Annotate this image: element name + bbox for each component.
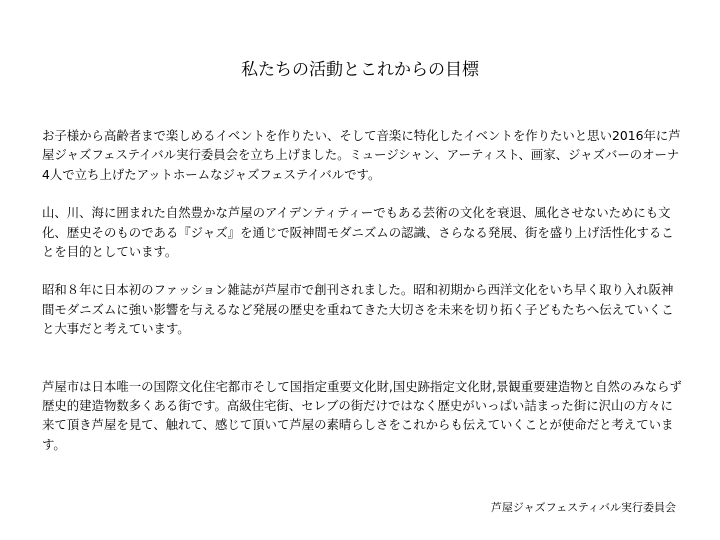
slide-title: 私たちの活動とこれからの目標 (241, 60, 479, 80)
paragraph-culture-purpose: 山、川、海に囲まれた自然豊かな芦屋のアイデンティティーでもある芸術の文化を衰退、風化させないためにも文化、歴史そのものである『ジャズ』を通じで阪神間モダニズムの認識、さらなる発展、街を盛り上げ活性化することを目的としています。 (42, 205, 674, 260)
paragraph-event-origin: お子様から高齢者まで楽しめるイベントを作りたい、そして音楽に特化したイベントを作りたいと思い2016年に芦屋ジャズフェステイバル実行委員会を立ち上げました。ミュージシャン、アーティスト、画家、ジャズバーのオーナ4人で立ち上げたアットホームなジャズフェステイバルです。 (42, 128, 681, 182)
organizer-footer: 芦屋ジャズフェスティバル実行委員会 (490, 501, 676, 514)
paragraph-ashiya-city: 芦屋市は日本唯一の国際文化住宅都市そして国指定重要文化財,国史跡指定文化財,景観重要建造物と自然のみならず歴史的建造物数多くある街です。高級住宅街、セレブの街だけではなく歴史がいっぱい詰まった街に沢山の方々に来て頂き芦屋を見て、触れて、感じて頂いて芦屋の素晴らしさをこれからも伝えていくことが使命だと考えています。 (42, 378, 682, 452)
slide-body (42, 126, 682, 454)
paragraph-fashion-history: 昭和８年に日本初のファッション雑誌が芦屋市で創刊されました。昭和初期から西洋文化をいち早く取り入れ阪神間モダニズムに強い影響を与えるなど発展の歴史を重ねてきた大切さを未来を切り拓く子どもたちへ伝えていくこと大事だと考えています。 (42, 282, 674, 337)
